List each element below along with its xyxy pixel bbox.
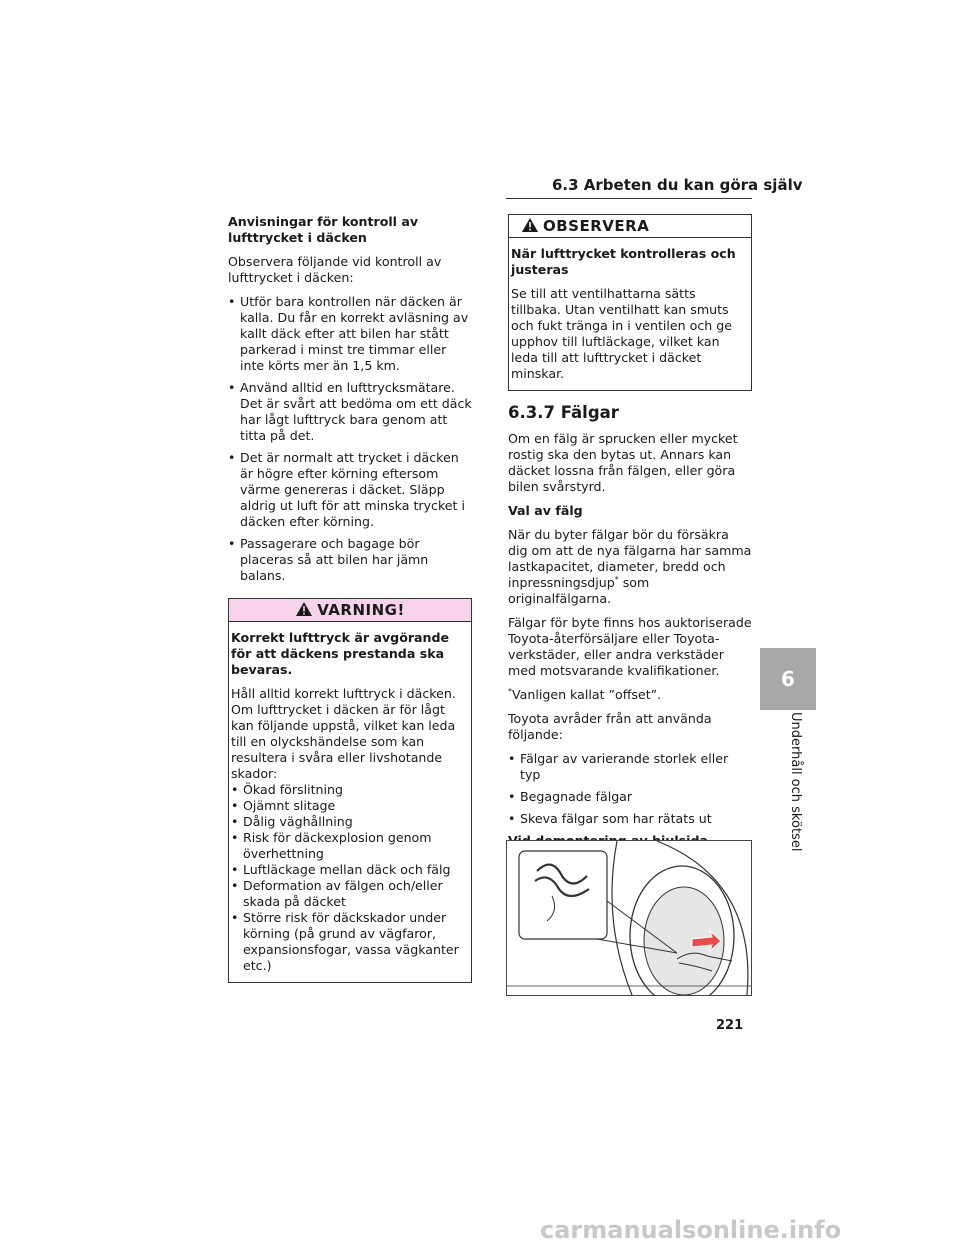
list-item: • Skeva fälgar som har rätats ut: [508, 811, 752, 827]
section-title: 6.3.7 Fälgar: [508, 403, 619, 422]
left-column: [228, 214, 472, 983]
warning-box: [228, 598, 472, 983]
warning-text: Håll alltid korrekt lufttryck i däcken. Om lufttrycket i däcken är för lågt kan följande uppstå, vilket kan leda till en olyckshändelse som kan resultera i svåra eller livshotande skador:: [231, 686, 456, 781]
notice-header: [509, 215, 751, 238]
watermark: carmanualsonline.info: [540, 1216, 842, 1244]
tire-pressure-intro: Observera följande vid kontroll av lufttrycket i däcken:: [228, 254, 442, 285]
list-item: • Utför bara kontrollen när däcken är kalla. Du får en korrekt avläsning av kallt däck efter att bilen har stått parkerad i minst tre timmar eller inte körts mer än 1,5 km.: [228, 294, 472, 374]
list-item: • Det är normalt att trycket i däcken är högre efter körning eftersom värme genereras i däcket. Släpp aldrig ut luft för att minska trycket i däcken efter körning.: [228, 450, 472, 530]
list-item: • Större risk för däckskador under körning (på grund av vägfaror, expansionsfogar, vassa vägkanter etc.): [231, 910, 463, 974]
warning-body: [229, 622, 471, 974]
list-item: • Dålig väghållning: [231, 814, 463, 830]
warning-title: VARNING!: [317, 601, 405, 619]
val-text: [508, 527, 752, 607]
list-item: • Ökad förslitning: [231, 782, 463, 798]
notice-body: [509, 238, 751, 382]
notice-text: Se till att ventilhattarna sätts tillbaka. Utan ventilhatt kan smuts och fukt tränga in i ventilen och ge upphov till luftläckage, vilket kan leda till att lufttrycket i däcket minskar.: [511, 286, 732, 381]
tire-pressure-heading: Anvisningar för kontroll av lufttrycket i däcken: [228, 214, 419, 245]
warning-list: [231, 782, 463, 974]
list-item: • Begagnade fälgar: [508, 789, 752, 805]
wheel-cover-drawing: [507, 841, 751, 995]
dealer-text: Fälgar för byte finns hos auktoriserade Toyota-återförsäljare eller Toyota-verkstäder, eller andra verkstäder med motsvarande kvalifikationer.: [508, 615, 752, 678]
notice-triangle-icon: [521, 217, 539, 236]
list-item: • Använd alltid en lufttrycksmätare. Det är svårt att bedöma om ett däck har lågt lufttryck bara genom att titta på det.: [228, 380, 472, 444]
warning-header: [229, 599, 471, 622]
val-heading: Val av fälg: [508, 503, 583, 518]
warning-triangle-icon: [295, 601, 313, 620]
asterisk-mark: *: [614, 574, 619, 584]
chapter-tab: 6: [760, 648, 816, 710]
section-intro: Om en fälg är sprucken eller mycket rostig ska den bytas ut. Annars kan däcket lossna från fälgen, eller göra bilen svårstyrd.: [508, 431, 738, 494]
val-text-a: När du byter fälgar bör du försäkra dig om att de nya fälgarna har samma lastkapacitet, diameter, bredd och inpressningsdjup: [508, 527, 752, 590]
footnote-offset: [508, 687, 752, 703]
asterisk-mark: *: [508, 686, 512, 696]
page-number: 221: [716, 1018, 744, 1033]
chapter-tab-label: Underhåll och skötsel: [788, 712, 803, 852]
notice-subtitle: När lufttrycket kontrolleras och justeras: [511, 246, 736, 277]
val-text-b: som originalfälgarna.: [508, 575, 650, 606]
wheel-cover-illustration: [506, 840, 752, 996]
list-item: • Luftläckage mellan däck och fälg: [231, 862, 463, 878]
list-item: • Ojämnt slitage: [231, 798, 463, 814]
list-item: • Fälgar av varierande storlek eller typ: [508, 751, 752, 783]
list-item: • Deformation av fälgen och/eller skada på däcket: [231, 878, 463, 910]
section-header: 6.3 Arbeten du kan göra själv: [552, 176, 803, 194]
tire-pressure-list: [228, 294, 472, 584]
footnote-offset-text: Vanligen kallat ”offset”.: [512, 687, 662, 702]
header-rule: [506, 198, 752, 199]
avoid-list: [508, 751, 752, 827]
list-item: • Risk för däckexplosion genom överhettning: [231, 830, 463, 862]
avoid-text: Toyota avråder från att använda följande:: [508, 711, 712, 742]
list-item: • Passagerare och bagage bör placeras så att bilen har jämn balans.: [228, 536, 472, 584]
notice-title: OBSERVERA: [543, 217, 650, 235]
warning-subtitle: Korrekt lufttryck är avgörande för att däckens prestanda ska bevaras.: [231, 630, 450, 677]
notice-box: [508, 214, 752, 391]
